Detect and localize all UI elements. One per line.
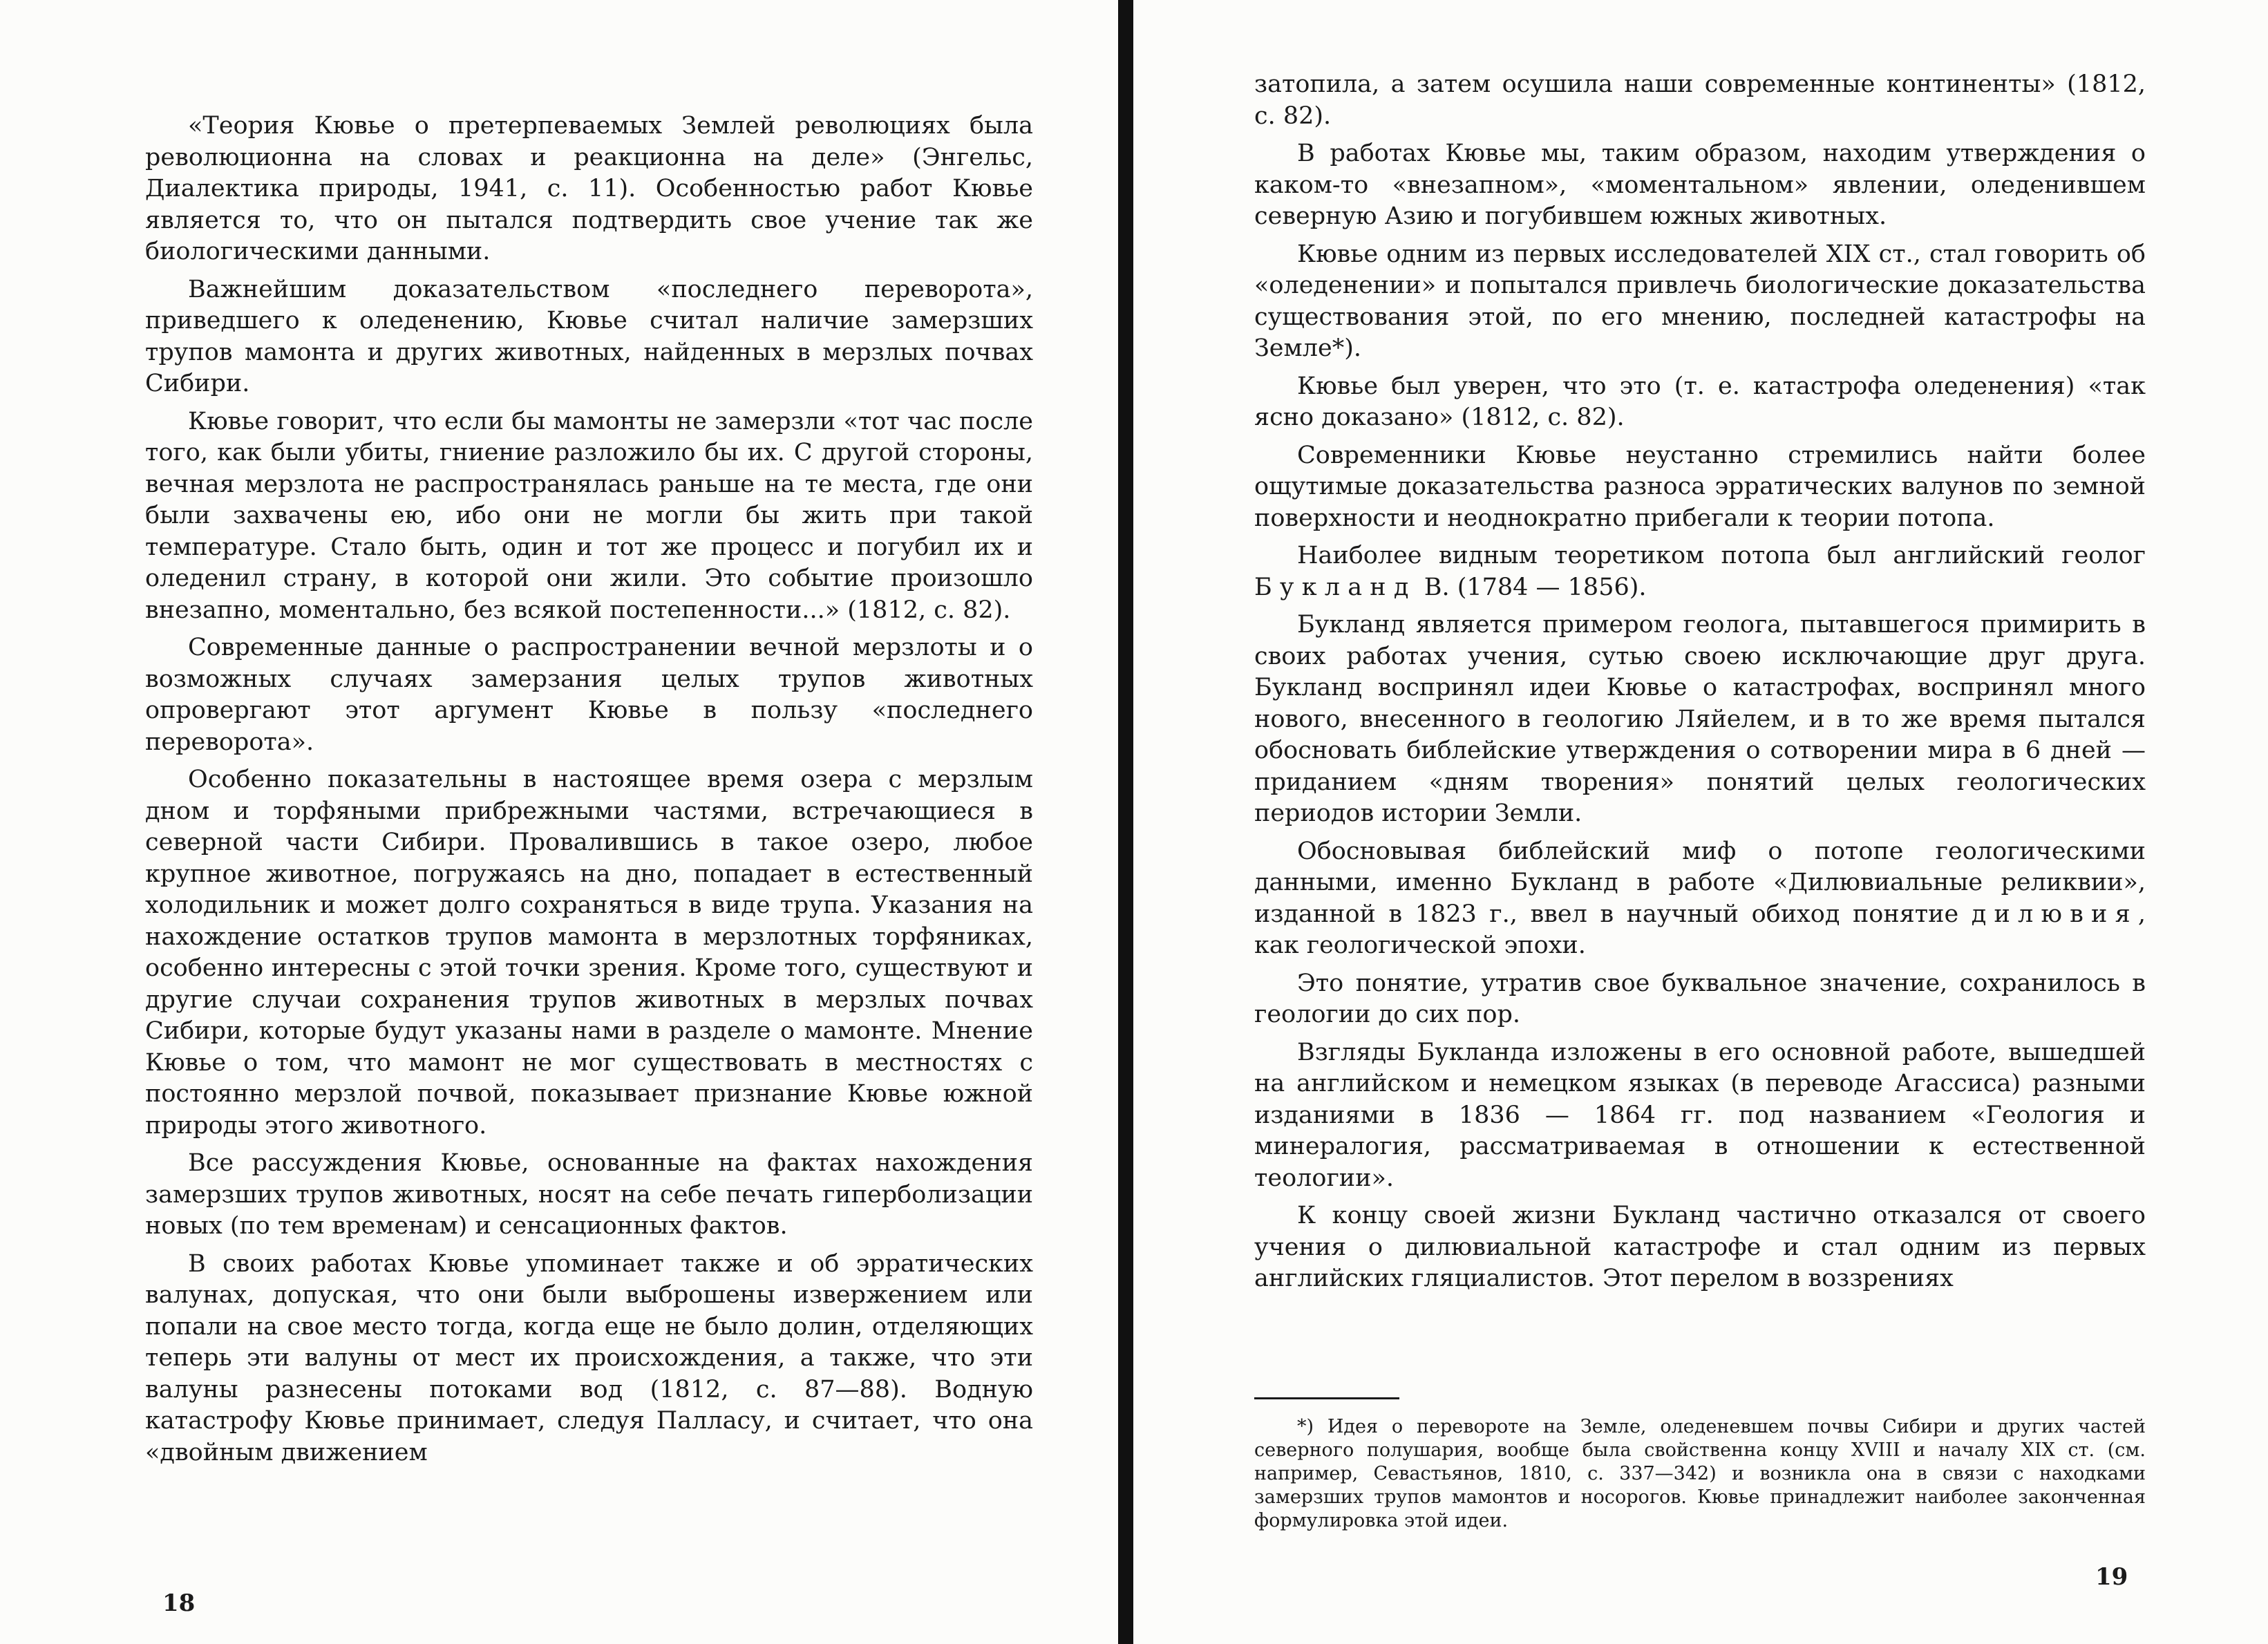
paragraph: Это понятие, утратив свое буквальное значение, сохранилось в геологии до сих пор. [1254, 969, 2146, 1028]
paragraph: Кювье одним из первых исследователей XIX ст., стал говорить об «оледенении» и попытался привлечь биологические доказательства существования этой, по его мнению, последней катастрофы на Земле*). [1254, 240, 2146, 362]
left-page [0, 0, 1118, 1644]
paragraph: Букланд является примером геолога, пытавшегося примирить в своих работах учения, сутью своею исключающие друг друга. Букланд воспринял идеи Кювье о катастрофах, воспринял много нового, внесенного в геологию Ляйелем, и в то же время пытался обосновать библейские утверждения о сотворении мира в 6 дней — приданием «дням творения» понятий целых геологических периодов истории Земли. [1254, 611, 2146, 827]
footnote: *) Идея о перевороте на Земле, оледеневшем почвы Сибири и других частей северного полушария, вообще была свойственна концу XVIII и началу XIX ст. (см. например, Севастьянов, 1810, с. 337—342) и возникла она в связи с находками замерзших трупов мамонтов и носорогов. Кювье принадлежит наиболее законченная формулировка этой идеи. [1254, 1416, 2146, 1531]
book-gutter [1118, 0, 1133, 1644]
left-page-text [145, 111, 1033, 1475]
page-number-left: 18 [162, 1589, 196, 1617]
paragraph: В работах Кювье мы, таким образом, находим утверждения о каком-то «внезапном», «моментальном» явлении, оледенившем северную Азию и погубившем южных животных. [1254, 140, 2146, 230]
spaced-term-diluvium: дилювия [1971, 900, 2138, 928]
paragraph-diluvium [1254, 836, 2146, 962]
paragraph: Кювье говорит, что если бы мамонты не замерзли «тот час после того, как были убиты, гниение разложило бы их. С другой стороны, вечная мерзлота не распространялась раньше на те места, где они были захвачены ею, ибо они не могли бы жить при такой температуре. Стало быть, один и тот же процесс и погубил их и оледенил страну, в которой они жили. Это событие произошло внезапно, моментально, без всякой постепенности...» (1812, с. 82). [145, 407, 1033, 624]
right-page [1133, 0, 2268, 1644]
text-run: В. (1784 — 1856). [1424, 573, 1647, 601]
paragraph: Кювье был уверен, что это (т. е. катастрофа оледенения) «так ясно доказано» (1812, с. 82). [1254, 372, 2146, 431]
right-page-text [1254, 69, 2146, 1301]
paragraph: «Теория Кювье о претерпеваемых Землей революциях была революционна на словах и реакционна на деле» (Энгельс, Диалектика природы, 1941, с. 11). Особенностью работ Кювье является то, что он пытался подтвердить свое учение так же биологическими данными. [145, 112, 1033, 265]
paragraph: В своих работах Кювье упоминает также и об эрратических валунах, допуская, что они были выброшены извержением или попали на свое место тогда, когда еще не было долин, отделяющих теперь эти валуны от мест их происхождения, а также, что эти валуны разнесены потоками вод (1812, с. 87—88). Водную катастрофу Кювье принимает, следуя Палласу, и считает, что она «двойным движением [145, 1249, 1033, 1466]
paragraph: Все рассуждения Кювье, основанные на фактах нахождения замерзших трупов животных, носят на себе печать гиперболизации новых (по тем временам) и сенсационных фактов. [145, 1149, 1033, 1240]
paragraph: Важнейшим доказательством «последнего переворота», приведшего к оледенению, Кювье считал наличие замерзших трупов мамонта и других животных, найденных в мерзлых почвах Сибири. [145, 275, 1033, 397]
paragraph: Современники Кювье неустанно стремились найти более ощутимые доказательства разноса эрратических валунов по земной поверхности и неоднократно прибегали к теории потопа. [1254, 441, 2146, 532]
paragraph-continuation: затопила, а затем осушила наши современные континенты» (1812, с. 82). [1254, 70, 2146, 130]
paragraph-buckland-intro [1254, 540, 2146, 603]
text-run: , как геологической эпохи. [1254, 900, 2146, 959]
text-run: Наиболее видным теоретиком потопа был английский геолог [1297, 542, 2146, 569]
paragraph: Особенно показательны в настоящее время озера с мерзлым дном и торфяными прибрежными частями, встречающиеся в северной части Сибири. Провалившись в такое озеро, любое крупное животное, погружаясь на дно, попадает в естественный холодильник и может долго сохраняться в виде трупа. Указания на нахождение остатков трупов мамонта в мерзлотных торфяниках, особенно интересны с этой точки зрения. Кроме того, существуют и другие случаи сохранения трупов животных в мерзлых почвах Сибири, которые будут указаны нами в разделе о мамонте. Мнение Кювье о том, что мамонт не мог существовать в местностях с постоянно мерзлой почвой, показывает признание Кювье южной природы этого животного. [145, 766, 1033, 1140]
text-run: Обосновывая библейский миф о потопе геологическими данными, именно Букланд в работе «Дилювиальные реликвии», изданной в 1823 г., ввел в научный обиход понятие [1254, 837, 2146, 928]
paragraph: Взгляды Букланда изложены в его основной работе, вышедшей на английском и немецком языках (в переводе Агассиса) разными изданиями в 1836 — 1864 гг. под названием «Геология и минералогия, рассматриваемая в отношении к естественной теологии». [1254, 1038, 2146, 1192]
footnote-divider [1254, 1397, 1399, 1399]
paragraph: К концу своей жизни Букланд частично отказался от своего учения о дилювиальной катастрофе и стал одним из первых английских гляциалистов. Этот перелом в воззрениях [1254, 1202, 2146, 1292]
spaced-name-buckland: Букланд [1254, 573, 1417, 601]
page-number-right: 19 [2095, 1563, 2128, 1591]
paragraph: Современные данные о распространении вечной мерзлоты и о возможных случаях замерзания целых трупов животных опровергают этот аргумент Кювье в пользу «последнего переворота». [145, 634, 1033, 756]
